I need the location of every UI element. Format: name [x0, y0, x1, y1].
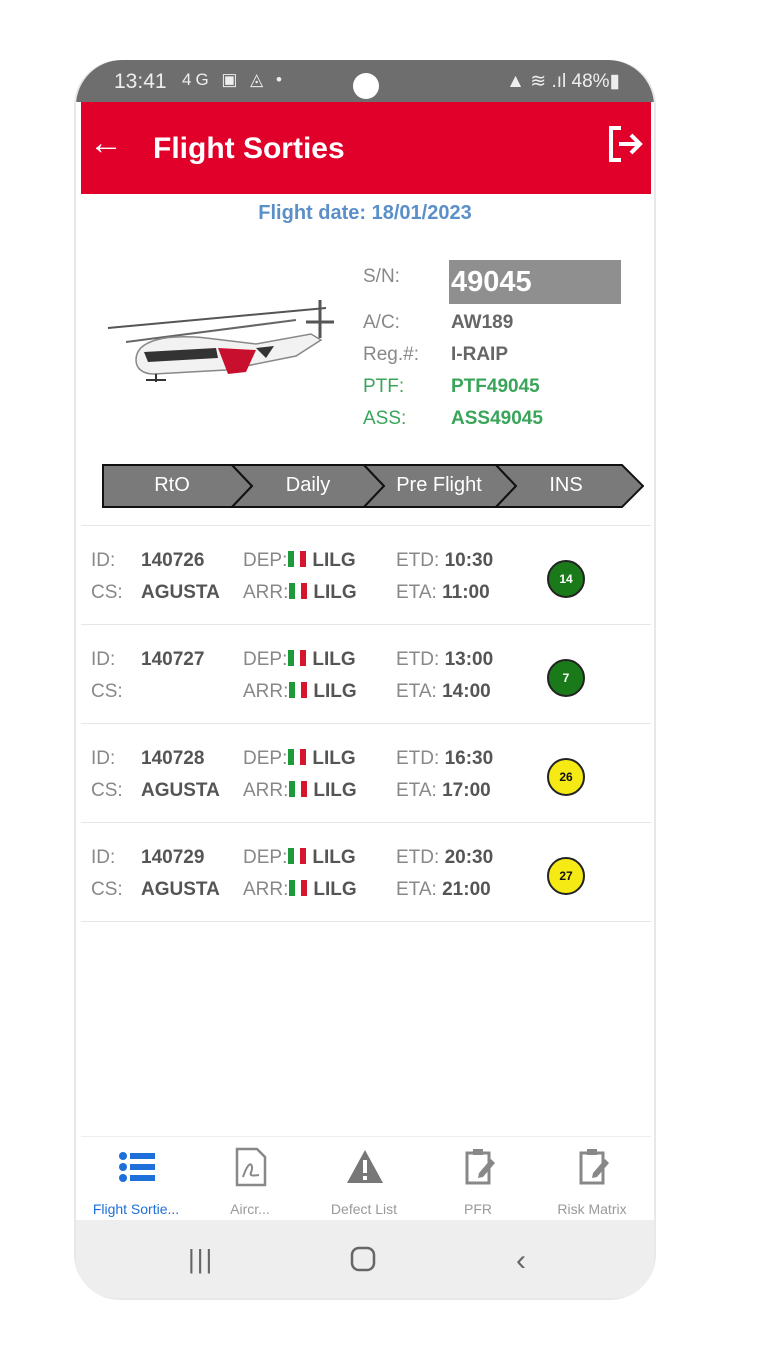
call-sign: AGUSTA	[141, 879, 220, 900]
step-ins[interactable]: INS	[549, 474, 583, 496]
ptf-value[interactable]: PTF49045	[451, 376, 540, 397]
step-rto[interactable]: RtO	[154, 474, 190, 496]
nav-label: PFR	[464, 1201, 492, 1217]
pdf-document-icon	[231, 1147, 271, 1187]
step-daily[interactable]: Daily	[285, 474, 331, 496]
status-bar	[76, 60, 654, 102]
workflow-steps	[102, 464, 644, 508]
warning-icon	[345, 1147, 385, 1187]
etd-time: 13:00	[444, 649, 494, 670]
status-time: 13:41	[114, 70, 167, 93]
arr-field	[243, 582, 357, 604]
arr-field	[243, 879, 357, 901]
arr-airport: LILG	[313, 681, 357, 702]
ac-label: A/C:	[363, 312, 400, 333]
arr-airport: LILG	[313, 780, 357, 801]
nav-risk-matrix[interactable]	[537, 1137, 647, 1223]
clipboard-edit-icon	[459, 1147, 499, 1187]
dep-airport: LILG	[312, 847, 356, 868]
ass-label: ASS:	[363, 408, 407, 429]
etd-time: 20:30	[444, 847, 494, 868]
dep-airport: LILG	[312, 550, 356, 571]
status-right	[506, 70, 620, 93]
arr-label: ARR:	[243, 681, 289, 702]
etd-label: ETD:	[396, 649, 440, 670]
arr-label: ARR:	[243, 780, 289, 801]
call-sign: AGUSTA	[141, 780, 220, 801]
sortie-id: 140727	[141, 649, 205, 670]
sorties-list	[81, 525, 651, 922]
eta-field	[396, 582, 490, 604]
reg-value: I-RAIP	[451, 344, 508, 365]
sortie-id: 140729	[141, 847, 205, 868]
italy-flag-icon	[288, 551, 306, 567]
nav-pfr[interactable]	[423, 1137, 533, 1223]
nav-flight-sorties[interactable]	[81, 1137, 191, 1223]
eta-field	[396, 681, 491, 703]
eta-label: ETA:	[396, 582, 437, 603]
italy-flag-icon	[289, 781, 307, 797]
app-bar	[81, 102, 651, 194]
eta-time: 21:00	[442, 879, 491, 900]
clipboard-edit-icon	[573, 1147, 613, 1187]
ptf-label: PTF:	[363, 376, 405, 397]
status-badge[interactable]: 26	[547, 758, 585, 796]
arr-label: ARR:	[243, 582, 289, 603]
battery-icon: ▮	[609, 71, 620, 92]
phone-screen	[76, 60, 654, 1298]
call-sign: AGUSTA	[141, 582, 220, 603]
eta-label: ETA:	[396, 780, 437, 801]
step-pre-flight[interactable]: Pre Flight	[396, 474, 482, 496]
dep-field	[243, 748, 356, 770]
italy-flag-icon	[289, 682, 307, 698]
wifi-signal-icon: ▲ ≋ .ıl	[506, 71, 572, 92]
eta-field	[396, 879, 491, 901]
dep-label: DEP:	[243, 847, 288, 868]
dep-field	[243, 649, 356, 671]
eta-label: ETA:	[396, 879, 437, 900]
dep-field	[243, 550, 356, 572]
arr-airport: LILG	[313, 879, 357, 900]
sortie-row[interactable]	[81, 723, 651, 822]
sortie-row[interactable]	[81, 822, 651, 921]
list-icon	[117, 1147, 157, 1187]
back-arrow-icon[interactable]: ←	[89, 124, 123, 162]
arr-field	[243, 681, 357, 703]
etd-time: 16:30	[444, 748, 494, 769]
dep-airport: LILG	[312, 649, 356, 670]
eta-time: 11:00	[442, 582, 490, 603]
sortie-row[interactable]	[81, 624, 651, 723]
etd-label: ETD:	[396, 550, 440, 571]
id-label: ID:	[91, 550, 116, 571]
ac-value: AW189	[451, 312, 514, 333]
etd-field	[396, 847, 493, 869]
nav-label: Defect List	[330, 1201, 398, 1217]
italy-flag-icon	[289, 583, 307, 599]
eta-field	[396, 780, 491, 802]
dep-airport: LILG	[312, 748, 356, 769]
etd-label: ETD:	[396, 748, 440, 769]
cs-label: CS:	[91, 582, 123, 603]
etd-label: ETD:	[396, 847, 440, 868]
helicopter-image	[106, 298, 351, 388]
system-navigation-bar	[76, 1220, 654, 1298]
etd-field	[396, 649, 493, 671]
etd-field	[396, 748, 493, 770]
sn-label: S/N:	[363, 266, 400, 287]
eta-time: 17:00	[442, 780, 491, 801]
id-label: ID:	[91, 847, 116, 868]
dep-label: DEP:	[243, 748, 288, 769]
back-nav-icon[interactable]: ‹	[516, 1244, 526, 1277]
id-label: ID:	[91, 748, 116, 769]
recent-apps-icon[interactable]: |||	[188, 1244, 215, 1274]
nav-label: Aircr...	[230, 1201, 270, 1217]
logout-icon[interactable]	[607, 124, 643, 164]
nav-aircraft[interactable]	[195, 1137, 305, 1223]
dep-label: DEP:	[243, 550, 288, 571]
ass-value[interactable]: ASS49045	[451, 408, 543, 429]
notification-icons: 4G ▣ ◬ •	[182, 70, 286, 89]
arr-field	[243, 780, 357, 802]
reg-label: Reg.#:	[363, 344, 419, 365]
italy-flag-icon	[288, 848, 306, 864]
nav-label: Flight Sortie...	[92, 1201, 180, 1217]
flight-date: Flight date: 18/01/2023	[258, 202, 472, 224]
nav-defect-list[interactable]	[309, 1137, 419, 1223]
bottom-navigation	[81, 1136, 651, 1223]
battery-level: 48%	[571, 71, 610, 92]
etd-time: 10:30	[444, 550, 494, 571]
italy-flag-icon	[288, 650, 306, 666]
dep-field	[243, 847, 356, 869]
camera-cutout	[353, 73, 379, 99]
status-badge[interactable]: 7	[547, 659, 585, 697]
serial-number-value: 49045	[449, 260, 621, 304]
sortie-id: 140726	[141, 550, 205, 571]
cs-label: CS:	[91, 780, 123, 801]
arr-label: ARR:	[243, 879, 289, 900]
home-icon[interactable]	[350, 1246, 376, 1272]
italy-flag-icon	[288, 749, 306, 765]
etd-field	[396, 550, 493, 572]
status-badge[interactable]: 27	[547, 857, 585, 895]
eta-time: 14:00	[442, 681, 491, 702]
status-badge[interactable]: 14	[547, 560, 585, 598]
cs-label: CS:	[91, 681, 123, 702]
sortie-id: 140728	[141, 748, 205, 769]
italy-flag-icon	[289, 880, 307, 896]
sortie-row[interactable]	[81, 525, 651, 624]
eta-label: ETA:	[396, 681, 437, 702]
id-label: ID:	[91, 649, 116, 670]
list-divider	[81, 921, 651, 922]
arr-airport: LILG	[313, 582, 357, 603]
page-title: Flight Sorties	[153, 132, 345, 165]
cs-label: CS:	[91, 879, 123, 900]
nav-label: Risk Matrix	[557, 1201, 627, 1217]
dep-label: DEP:	[243, 649, 288, 670]
